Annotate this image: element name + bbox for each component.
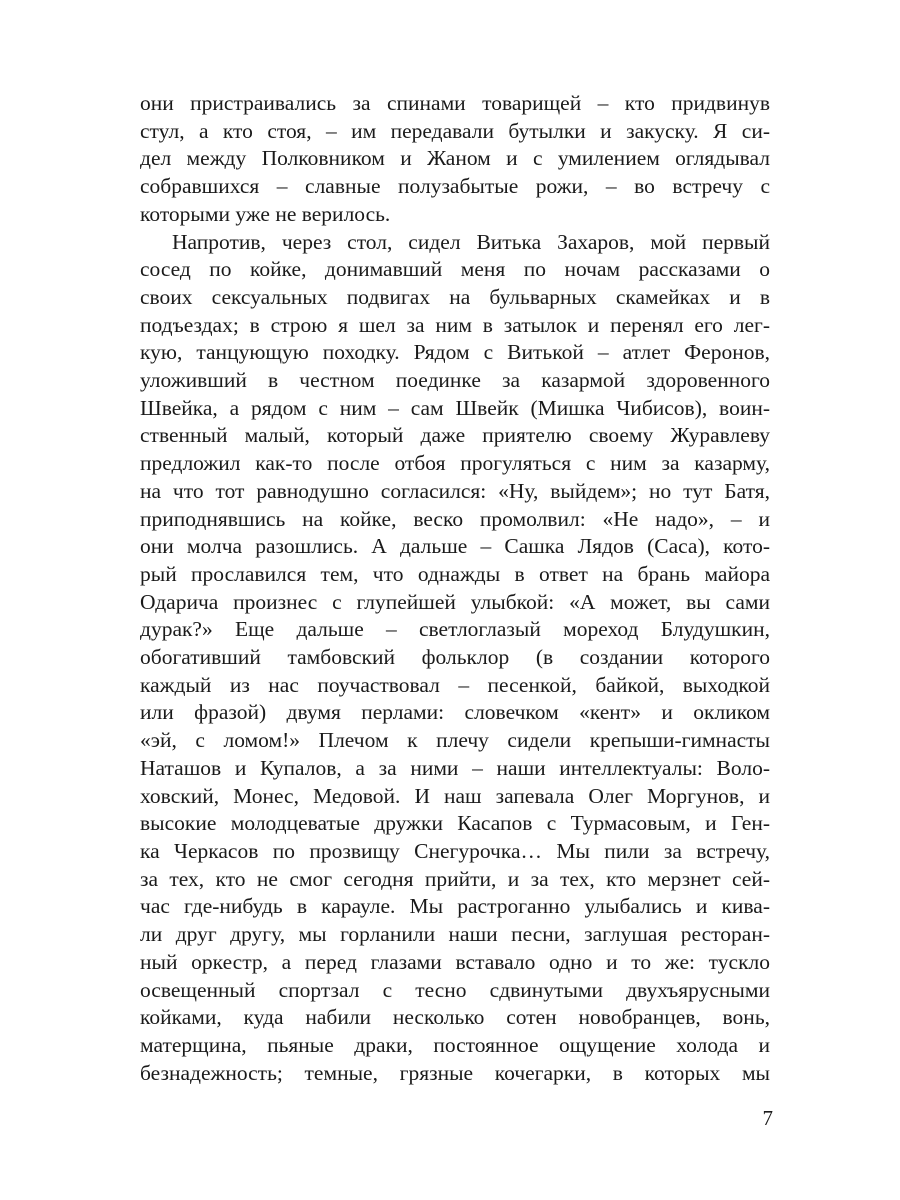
text-line: ный оркестр, а перед глазами вставало одно и то же: тускло [140, 949, 770, 974]
text-line: они молча разошлись. А дальше – Сашка Лядов (Саса), кото- [140, 534, 770, 559]
text-line: Наташов и Купалов, а за ними – наши интеллектуалы: Воло- [140, 755, 770, 780]
text-line: которыми уже не верилось. [140, 201, 391, 226]
text-line: дурак?» Еще дальше – светлоглазый мореход Блудушкин, [140, 617, 770, 642]
text-line: Швейка, а рядом с ним – сам Швейк (Мишка Чибисов), воин- [140, 395, 770, 420]
text-line: койками, куда набили несколько сотен новобранцев, вонь, [140, 1005, 770, 1030]
text-line: собравшихся – славные полузабытые рожи, – во встречу с [140, 174, 770, 199]
text-line: приподнявшись на койке, веско промолвил: «Не надо», – и [140, 506, 770, 531]
text-line: Напротив, через стол, сидел Витька Захаров, мой первый [172, 229, 770, 254]
text-line: подъездах; в строю я шел за ним в затылок и перенял его лег- [140, 312, 770, 337]
text-line: предложил как-то после отбоя прогуляться с ним за казарму, [140, 451, 770, 476]
text-line: час где-нибудь в карауле. Мы растроганно улыбались и кива- [140, 894, 770, 919]
text-line: ховский, Монес, Медовой. И наш запевала Олег Моргунов, и [140, 783, 770, 808]
text-line: матерщина, пьяные драки, постоянное ощущение холода и [140, 1032, 770, 1057]
text-line: рый прославился тем, что однажды в ответ на брань майора [140, 561, 770, 586]
text-line: высокие молодцеватые дружки Касапов с Турмасовым, и Ген- [140, 811, 770, 836]
text-line: своих сексуальных подвигах на бульварных скамейках и в [140, 284, 770, 309]
paragraph [140, 229, 770, 1088]
text-line: каждый из нас поучаствовал – песенкой, байкой, выходкой [140, 672, 770, 697]
text-line: или фразой) двумя перлами: словечком «кент» и окликом [140, 700, 770, 725]
text-line: они пристраивались за спинами товарищей – кто придвинув [140, 91, 770, 115]
paragraph [140, 90, 770, 229]
text-line: ка Черкасов по прозвищу Снегурочка… Мы пили за встречу, [140, 838, 770, 863]
text-line: освещенный спортзал с тесно сдвинутыми двухъярусными [140, 977, 770, 1002]
text-line: дел между Полковником и Жаном и с умилением оглядывал [140, 146, 770, 171]
text-line: обогативший тамбовский фольклор (в создании которого [140, 645, 770, 670]
text-line: «эй, с ломом!» Плечом к плечу сидели крепыши-гимнасты [140, 728, 770, 753]
text-line: ли друг другу, мы горланили наши песни, заглушая ресторан- [140, 922, 770, 947]
text-line: уложивший в честном поединке за казармой здоровенного [140, 368, 770, 393]
text-line: кую, танцующую походку. Рядом с Витькой – атлет Феронов, [140, 340, 770, 365]
text-line: ственный малый, который даже приятелю своему Журавлеву [140, 423, 770, 448]
text-line: сосед по койке, донимавший меня по ночам рассказами о [140, 257, 770, 282]
text-line: стул, а кто стоя, – им передавали бутылки и закуску. Я си- [140, 118, 770, 143]
text-line: на что тот равнодушно согласился: «Ну, выйдем»; но тут Батя, [140, 478, 770, 503]
text-line: за тех, кто не смог сегодня прийти, и за тех, кто мерзнет сей- [140, 866, 770, 891]
page-number: 7 [762, 1106, 773, 1130]
text-line: безнадежность; темные, грязные кочегарки, в которых мы [140, 1060, 770, 1085]
body-text [140, 90, 770, 1087]
text-line: Одарича произнес с глупейшей улыбкой: «А может, вы сами [140, 589, 770, 614]
